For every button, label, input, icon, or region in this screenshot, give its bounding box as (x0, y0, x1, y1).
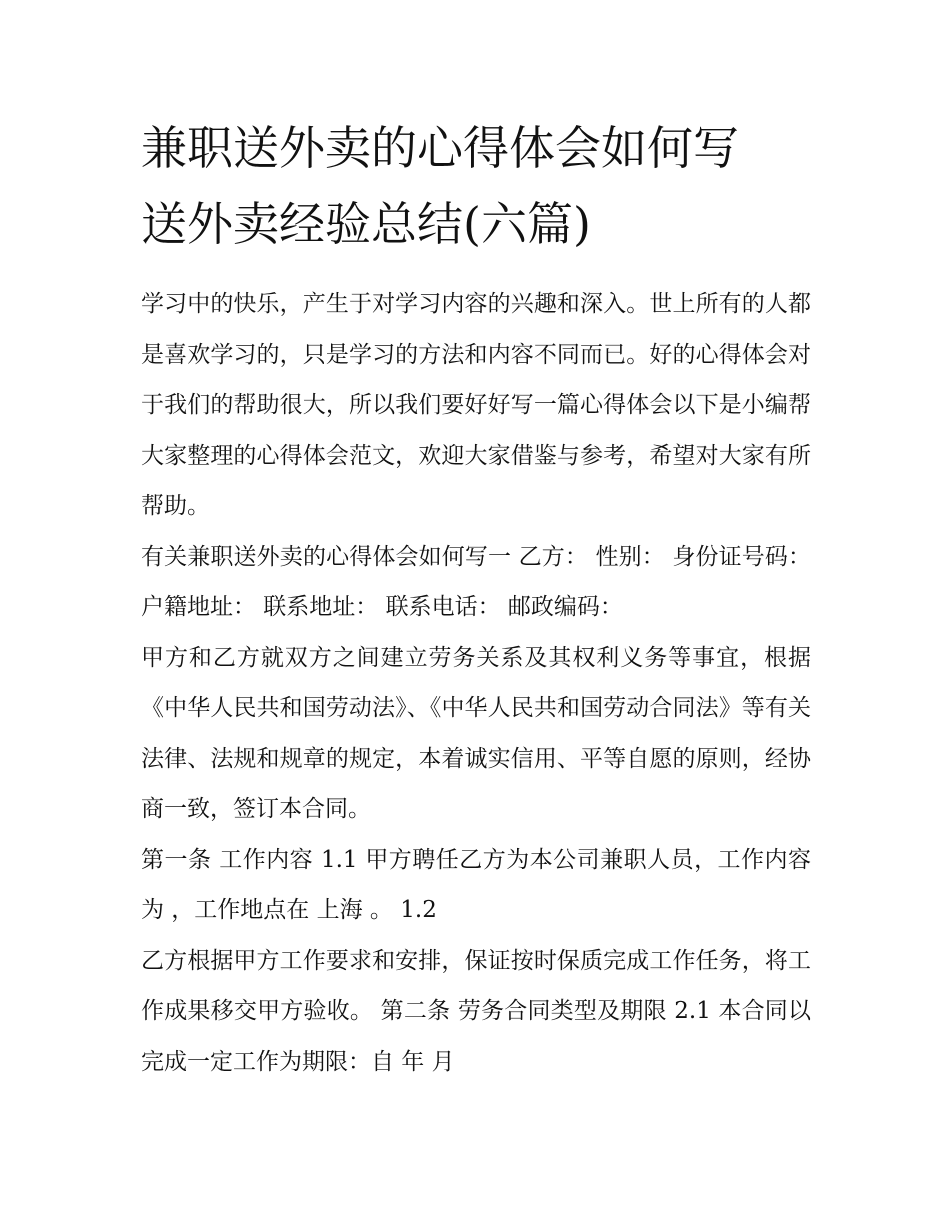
document-content (141, 110, 811, 1087)
party-info-paragraph: 有关兼职送外卖的心得体会如何写一 乙方： 性别： 身份证号码： 户籍地址： 联系地址： 联系电话： 邮政编码： (141, 543, 811, 620)
article-two-paragraph: 乙方根据甲方工作要求和安排，保证按时保质完成工作任务，将工作成果移交甲方验收。 第二条 劳务合同类型及期限 2.1 本合同以完成一定工作为期限：自 年 月 (141, 947, 811, 1075)
agreement-basis-paragraph: 甲方和乙方就双方之间建立劳务关系及其权利义务等事宜，根据《中华人民共和国劳动法》、《中华人民共和国劳动合同法》等有关法律、法规和规章的规定，本着诚实信用、平等自愿的原则，经协商一致，签订本合同。 (141, 644, 811, 822)
article-one-paragraph: 第一条 工作内容 1.1 甲方聘任乙方为本公司兼职人员，工作内容为 ，工作地点在 上海 。 1.2 (141, 846, 811, 923)
title-line-1: 兼职送外卖的心得体会如何写 (141, 121, 739, 175)
document-title (141, 110, 811, 262)
intro-paragraph: 学习中的快乐，产生于对学习内容的兴趣和深入。世上所有的人都是喜欢学习的，只是学习的方法和内容不同而已。好的心得体会对于我们的帮助很大，所以我们要好好写一篇心得体会以下是小编帮大家整理的心得体会范文，欢迎大家借鉴与参考，希望对大家有所帮助。 (141, 291, 811, 519)
title-line-2: 送外卖经验总结(六篇) (141, 197, 591, 251)
